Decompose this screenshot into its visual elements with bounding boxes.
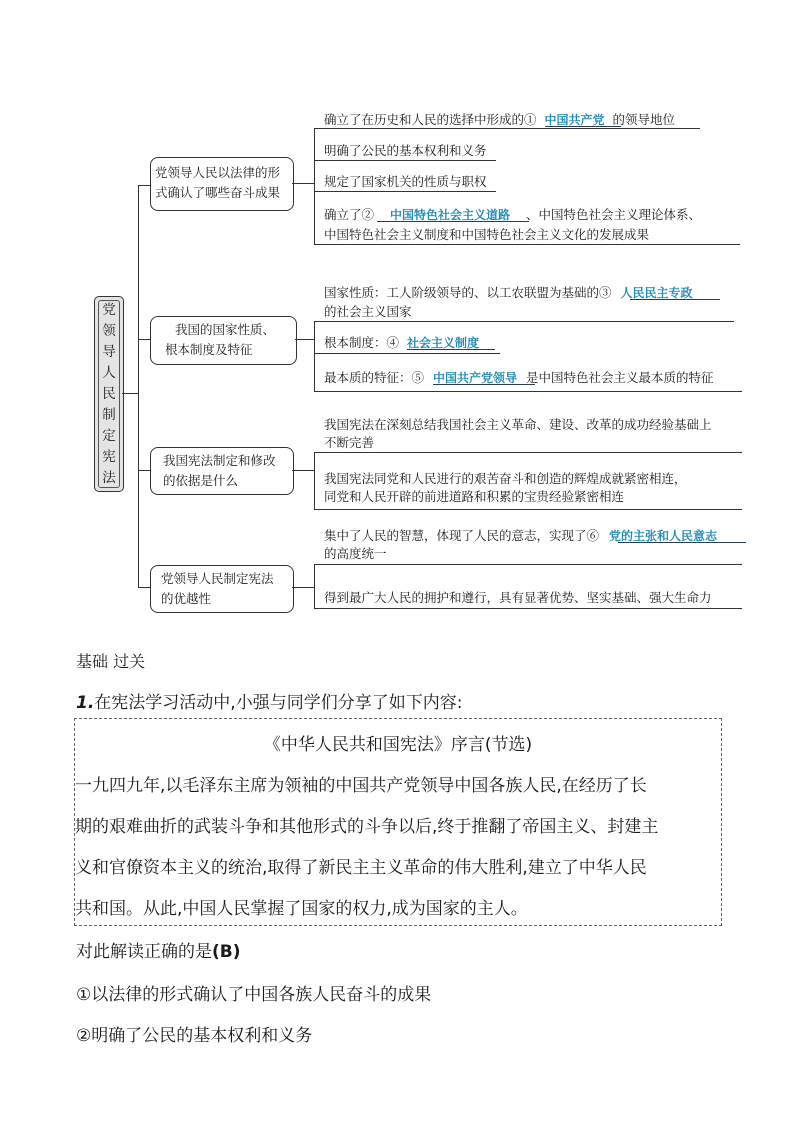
leaf-text: 中国特色社会主义制度和中国特色社会主义文化的发展成果	[324, 227, 650, 242]
connector	[292, 183, 314, 184]
leaf-line	[314, 564, 742, 565]
branch-node-achievements: 党领导人民以法律的形 式确认了哪些奋斗成果	[150, 157, 294, 211]
connector	[292, 470, 314, 471]
section-title: 基础 过关	[76, 652, 146, 671]
connector	[314, 452, 315, 509]
leaf-text: 规定了国家机关的性质与职权	[324, 174, 487, 189]
root-title: 党 领 导 人 民 制 定 宪 法	[98, 300, 120, 488]
excerpt-line: 一九四九年,以毛泽东主席为领袖的中国共产党领导中国各族人民,在经历了长	[75, 776, 647, 796]
option-1: ①以法律的形式确认了中国各族人民奋斗的成果	[76, 985, 432, 1005]
answer-blank-5: 中国共产党领导	[433, 371, 518, 385]
leaf-text: 明确了公民的基本权利和义务	[324, 143, 487, 158]
branch-node-superiority: 党领导人民制定宪法 的优越性	[150, 565, 294, 613]
leaf-text: 的社会主义国家	[324, 304, 412, 319]
question-number: 1.	[76, 693, 95, 713]
connector	[138, 185, 150, 186]
answer-underline	[433, 384, 535, 385]
answer-blank-1: 中国共产党	[544, 113, 605, 127]
connector	[138, 339, 150, 340]
leaf-text: 我国宪法同党和人民进行的艰苦奋斗和创造的辉煌成就紧密相连，	[324, 471, 687, 486]
root-node	[94, 296, 124, 492]
connector	[314, 564, 315, 608]
leaf-text: 确立了在历史和人民的选择中形成的① 中国共产党 的领导地位	[324, 112, 676, 127]
leaf-line	[314, 452, 742, 453]
excerpt-box	[74, 718, 722, 926]
answer-blank-2: 中国特色社会主义道路	[390, 208, 511, 222]
leaf-text: 集中了人民的智慧，体现了人民的意志，实现了⑥ 党的主张和人民意志	[324, 527, 727, 545]
answer-underline	[545, 126, 621, 127]
excerpt-line: 期的艰难曲折的武装斗争和其他形式的斗争以后,终于推翻了帝国主义、封建主	[75, 817, 659, 837]
connector	[122, 393, 138, 394]
connector	[138, 587, 150, 588]
leaf-line	[314, 353, 500, 354]
question-prompt: 对此解读正确的是(B)	[76, 942, 241, 962]
excerpt-line: 义和官僚资本主义的统治,取得了新民主主义革命的伟大胜利,建立了中华人民	[75, 858, 647, 878]
leaf-line	[314, 244, 740, 245]
leaf-line	[314, 128, 700, 129]
answer-underline	[377, 221, 529, 222]
leaf-text: 同党和人民开辟的前进道路和积累的宝贵经验紧密相连	[324, 489, 625, 504]
leaf-line	[314, 321, 734, 322]
answer-underline	[630, 299, 720, 300]
leaf-line	[314, 509, 742, 510]
connector	[292, 587, 314, 588]
leaf-line	[314, 160, 496, 161]
leaf-text: 根本制度：④ 社会主义制度	[324, 334, 487, 352]
excerpt-title: 《中华人民共和国宪法》序言(节选)	[263, 735, 533, 755]
leaf-line	[314, 391, 742, 392]
leaf-text: 国家性质：工人阶级领导的、以工农联盟为基础的③ 人民民主专政	[324, 284, 702, 302]
connector	[314, 321, 315, 391]
leaf-text: 的高度统一	[324, 546, 387, 561]
leaf-text: 得到最广大人民的拥护和遵行，具有显著优势、坚实基础、强大生命力	[324, 590, 712, 605]
option-2: ②明确了公民的基本权利和义务	[76, 1026, 313, 1046]
branch-node-constitution-basis: 我国宪法制定和修改 的依据是什么	[150, 447, 294, 495]
question-stem: 1.在宪法学习活动中,小强与同学们分享了如下内容:	[76, 693, 463, 713]
leaf-text: 不断完善	[324, 435, 375, 450]
leaf-text: 最本质的特征：⑤ 中国共产党领导 是中国特色社会主义最本质的特征	[324, 370, 714, 385]
answer-blank-4: 社会主义制度	[407, 336, 480, 350]
connector	[314, 128, 315, 244]
leaf-text: 确立了② 中国特色社会主义道路 、中国特色社会主义理论体系、	[324, 207, 702, 222]
answer-underline	[618, 542, 746, 543]
answer-blank-3: 人民民主专政	[620, 286, 693, 300]
answer-blank-6: 党的主张和人民意志	[609, 529, 718, 543]
branch-node-state-nature: 我国的国家性质、 根本制度及特征	[150, 316, 297, 365]
connector	[138, 470, 150, 471]
excerpt-line: 共和国。从此,中国人民掌握了国家的权力,成为国家的主人。	[75, 899, 528, 919]
leaf-line	[314, 608, 742, 609]
question-answer: (B)	[212, 942, 241, 962]
answer-underline	[407, 349, 495, 350]
connector	[295, 339, 314, 340]
leaf-text: 我国宪法在深刻总结我国社会主义革命、建设、改革的成功经验基础上	[324, 417, 712, 432]
leaf-line	[314, 191, 496, 192]
connector	[138, 185, 139, 587]
